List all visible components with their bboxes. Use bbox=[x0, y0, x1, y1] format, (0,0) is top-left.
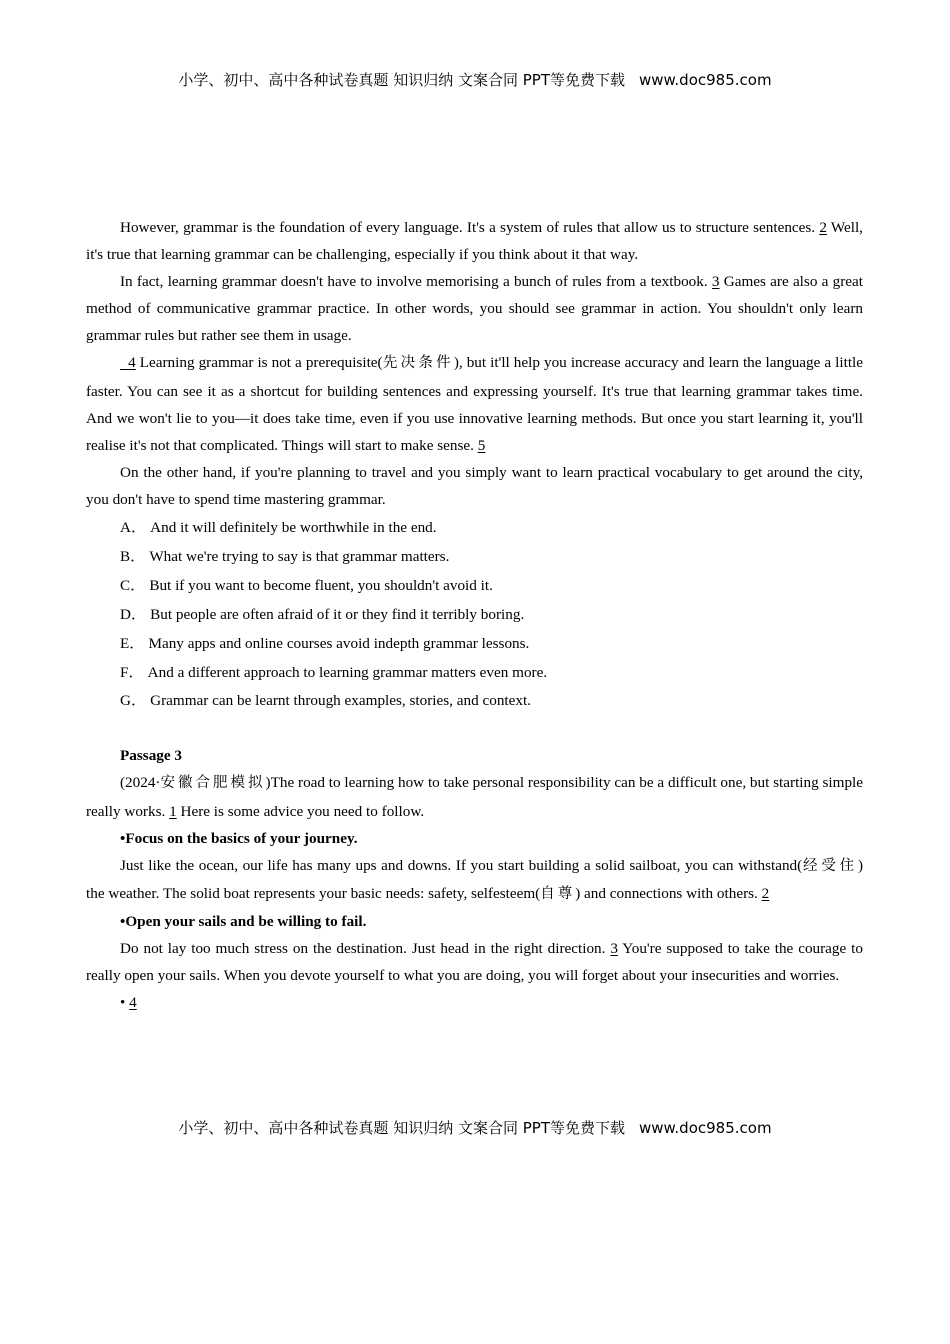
blank-5: 5 bbox=[477, 436, 486, 454]
passage3-heading-1: •Focus on the basics of your journey. bbox=[120, 829, 358, 847]
footer-banner bbox=[0, 1117, 950, 1138]
bullet: • bbox=[120, 994, 126, 1012]
document-body bbox=[86, 214, 863, 1016]
banner-url[interactable]: www.doc985.com bbox=[638, 71, 772, 89]
passage2-paragraph-2: In fact, learning grammar doesn't have to involve memorising a bunch of rules from a textbook. 3 Games are also a great method of communicative grammar practice. In other words, you should see grammar in action. You shouldn't only learn grammar rules but rather see them in usage. bbox=[86, 273, 863, 345]
gloss-prerequisite: 先决条件 bbox=[382, 355, 454, 372]
banner-text: 小学、初中、高中各种试卷真题 知识归纳 文案合同 PPT等免费下载 bbox=[178, 71, 625, 89]
source-location: 安徽合肥模拟 bbox=[160, 775, 266, 792]
blank-3: 3 bbox=[711, 273, 720, 291]
passage2-paragraph-1: However, grammar is the foundation of every language. It's a system of rules that allow us to structure sentences. 2 Well, it's true that learning grammar can be challenging, especially if you think about it that way. bbox=[86, 219, 863, 264]
passage3-intro: (2024·安徽合肥模拟)The road to learning how to take personal responsibility can be a difficult one, but starting simple really works. 1 Here is some advice you need to follow. bbox=[86, 774, 864, 820]
header-banner bbox=[0, 69, 950, 90]
options-list bbox=[86, 514, 863, 716]
gloss-selfesteem: 自尊 bbox=[540, 885, 576, 902]
option-d: D． But people are often afraid of it or they find it terribly boring. bbox=[120, 605, 525, 623]
option-e: E． Many apps and online courses avoid indepth grammar lessons. bbox=[120, 634, 530, 652]
p3-blank-1: 1 bbox=[169, 802, 177, 820]
passage3-paragraph-1: Just like the ocean, our life has many ups and downs. If you start building a solid sailboat, you can withstand(经受住) the weather. The solid boat represents your basic needs: safety, selfesteem(自尊) and connections with others. 2 bbox=[86, 856, 863, 902]
passage3-title: Passage 3 bbox=[120, 747, 183, 765]
passage2-paragraph-3: 4 Learning grammar is not a prerequisite(先决条件), but it'll help you increase accuracy and learn the language a little faster. You can see it as a shortcut for building sentences and expressing yourself. It's true that learning grammar takes time. And we won't lie to you—it does take time, even if you use innovative learning methods. But once you start learning it, you'll realise it's not that complicated. Things will start to make sense. 5 bbox=[86, 354, 864, 454]
blank-4: 4 bbox=[128, 354, 136, 372]
p3-blank-4: 4 bbox=[129, 994, 137, 1012]
passage2-paragraph-4: On the other hand, if you're planning to travel and you simply want to learn practical vocabulary to get around the city, you don't have to spend time mastering grammar. bbox=[86, 463, 863, 508]
option-c: C． But if you want to become fluent, you shouldn't avoid it. bbox=[120, 576, 493, 594]
banner-text: 小学、初中、高中各种试卷真题 知识归纳 文案合同 PPT等免费下载 bbox=[178, 1119, 625, 1137]
passage3-heading-2: •Open your sails and be willing to fail. bbox=[120, 912, 367, 930]
p3-blank-2: 2 bbox=[761, 884, 770, 902]
gloss-withstand: 经受住 bbox=[802, 857, 858, 874]
passage3-paragraph-2: Do not lay too much stress on the destination. Just head in the right direction. 3 You're supposed to take the courage to really open your sails. When you devote yourself to what you are doing, you will forget about your insecurities and worries. bbox=[86, 940, 863, 985]
option-f: F． And a different approach to learning grammar matters even more. bbox=[120, 663, 548, 681]
banner-url[interactable]: www.doc985.com bbox=[638, 1119, 772, 1137]
option-g: G． Grammar can be learnt through examples, stories, and context. bbox=[120, 692, 531, 710]
option-b: B． What we're trying to say is that grammar matters. bbox=[120, 547, 450, 565]
passage3-heading-3 bbox=[86, 989, 863, 1016]
blank-2: 2 bbox=[819, 219, 827, 236]
option-a: A． And it will definitely be worthwhile in the end. bbox=[120, 519, 437, 537]
p3-blank-3: 3 bbox=[610, 940, 618, 958]
